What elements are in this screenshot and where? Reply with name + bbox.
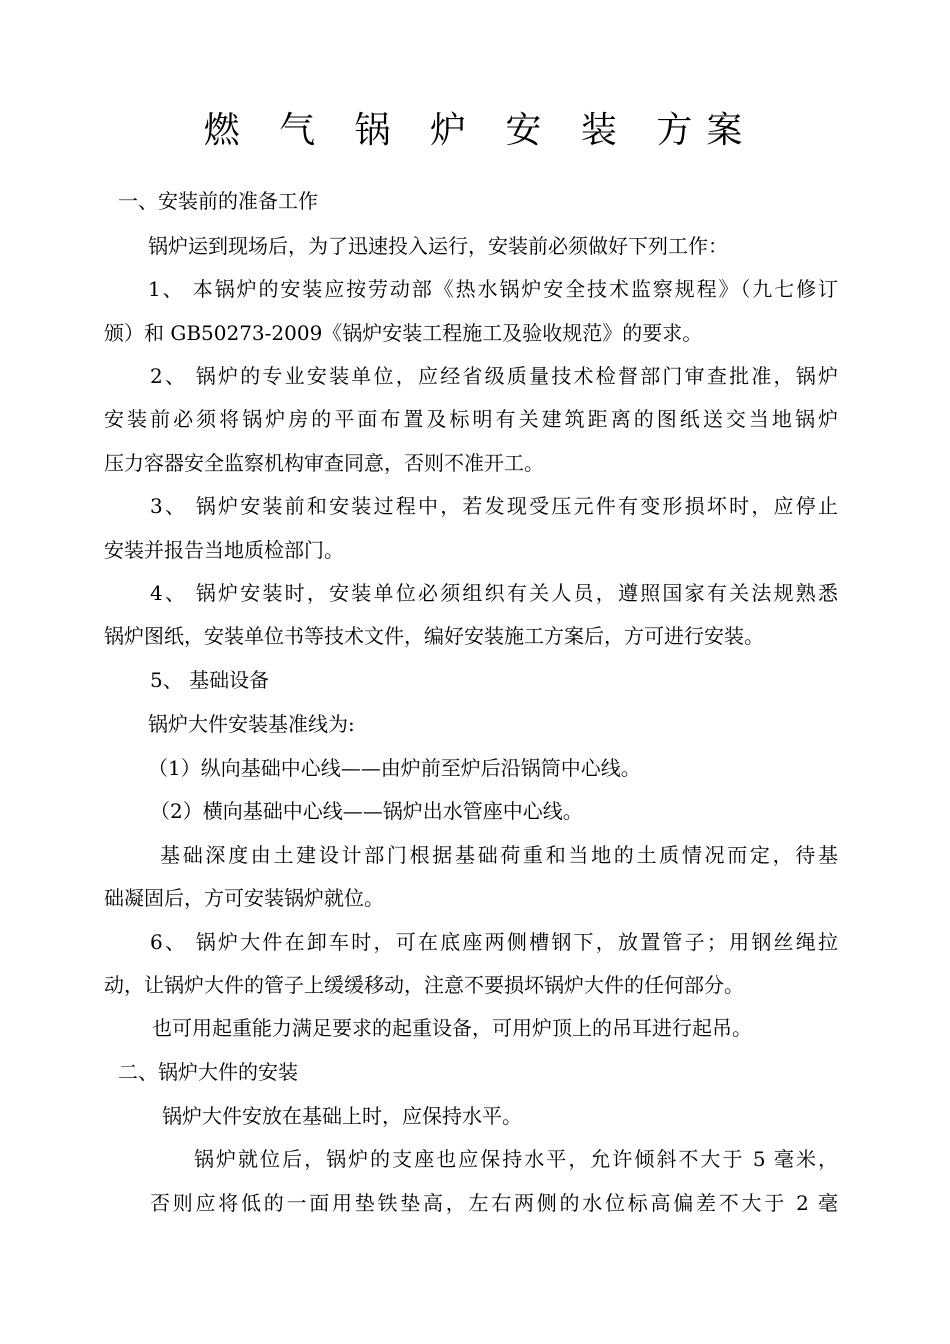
section-heading-1: 一、安装前的准备工作 <box>118 189 318 213</box>
paragraph-line: 4、 锅炉安装时，安装单位必须组织有关人员，遵照国家有关法规熟悉 <box>150 581 838 605</box>
paragraph-line: 5、 基础设备 <box>150 668 270 692</box>
paragraph-line: 基础深度由土建设计部门根据基础荷重和当地的土质情况而定，待基 <box>160 843 838 867</box>
paragraph-line: 压力容器安全监察机构审查同意，否则不准开工。 <box>104 451 544 475</box>
paragraph-line: 也可用起重能力满足要求的起重设备，可用炉顶上的吊耳进行起吊。 <box>152 1016 752 1040</box>
paragraph-line: 安装并报告当地质检部门。 <box>104 538 344 562</box>
paragraph-line: （2）横向基础中心线——锅炉出水管座中心线。 <box>150 799 583 823</box>
section-heading-2: 二、锅炉大件的安装 <box>118 1060 298 1084</box>
paragraph-line: 颁）和 GB50273-2009《锅炉安装工程施工及验收规范》的要求。 <box>104 321 703 345</box>
document-title: 燃 气 锅 炉 安 装 方案 <box>203 110 757 151</box>
paragraph-line: 2、 锅炉的专业安装单位，应经省级质量技术检督部门审查批准，锅炉 <box>150 364 838 388</box>
paragraph-line: 1、 本锅炉的安装应按劳动部《热水锅炉安全技术监察规程》（九七修订 <box>148 277 838 301</box>
paragraph-line: 否则应将低的一面用垫铁垫高，左右两侧的水位标高偏差不大于 2 毫 <box>150 1191 838 1215</box>
paragraph-line: 6、 锅炉大件在卸车时，可在底座两侧槽钢下，放置管子；用钢丝绳拉 <box>150 930 838 954</box>
paragraph-line: 动，让锅炉大件的管子上缓缓移动，注意不要损坏锅炉大件的任何部分。 <box>104 973 744 997</box>
paragraph-line: 锅炉图纸，安装单位书等技术文件，编好安装施工方案后，方可进行安装。 <box>104 624 764 648</box>
paragraph-line: 安装前必须将锅炉房的平面布置及标明有关建筑距离的图纸送交当地锅炉 <box>104 407 838 431</box>
paragraph-line: 锅炉就位后，锅炉的支座也应保持水平，允许倾斜不大于 5 毫米， <box>194 1147 838 1171</box>
paragraph-line: 3、 锅炉安装前和安装过程中，若发现受压元件有变形损坏时，应停止 <box>150 494 838 518</box>
paragraph-line: 础凝固后，方可安装锅炉就位。 <box>104 886 384 910</box>
paragraph-line: 锅炉大件安装基准线为: <box>148 712 355 736</box>
paragraph-line: （1）纵向基础中心线——由炉前至炉后沿锅筒中心线。 <box>148 756 641 780</box>
paragraph-line: 锅炉大件安放在基础上时，应保持水平。 <box>162 1104 522 1128</box>
paragraph-line: 锅炉运到现场后，为了迅速投入运行，安装前必须做好下列工作： <box>148 234 728 258</box>
